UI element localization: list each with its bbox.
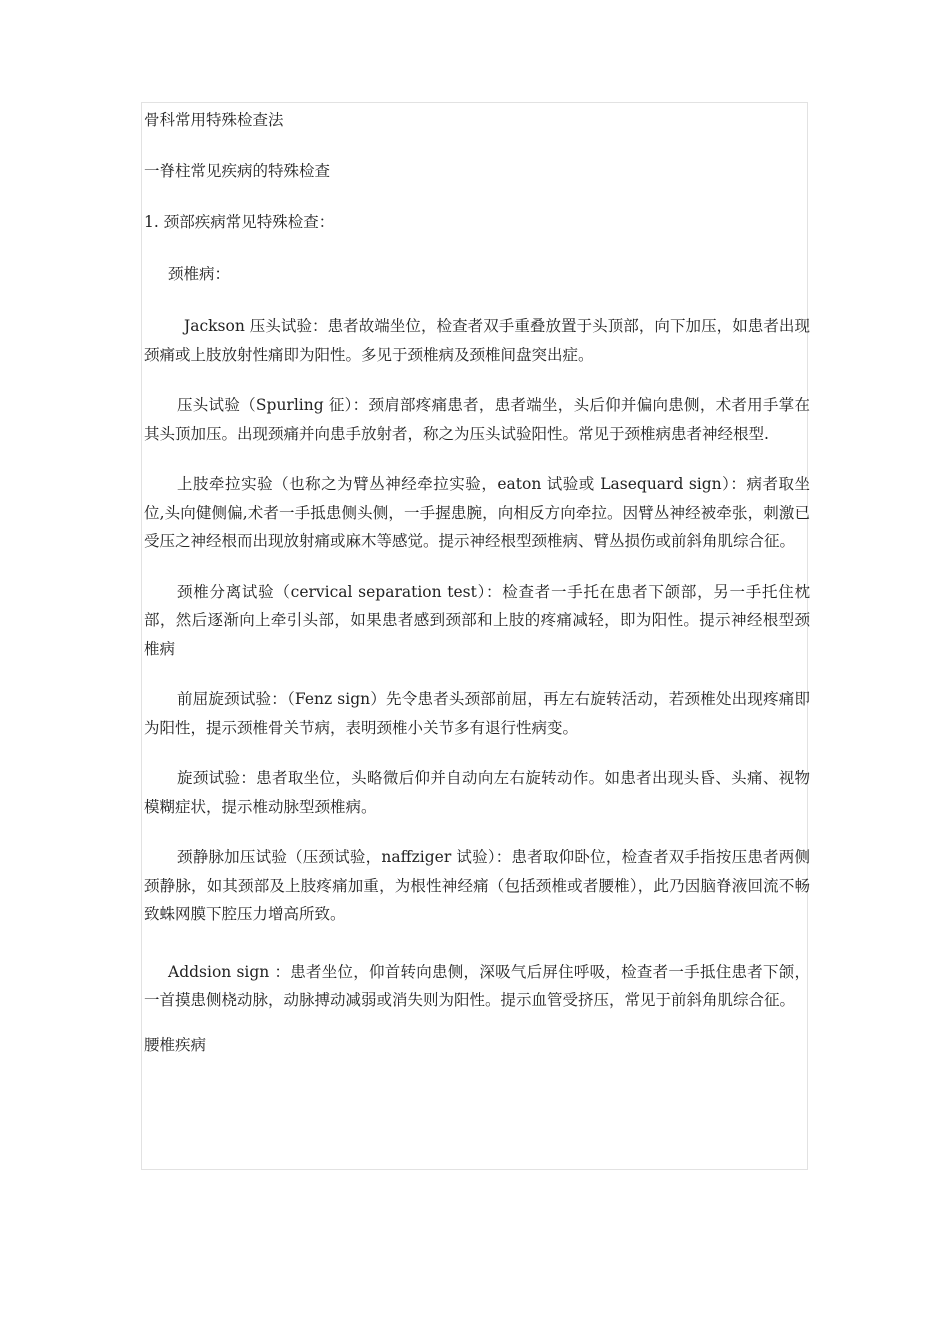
paragraph-naffziger-test: 颈静脉加压试验（压颈试验，naffziger 试验）：患者取仰卧位，检查者双手指按压患者两侧颈静脉，如其颈部及上肢疼痛加重，为根性神经痛（包括颈椎或者腰椎），此乃因脑脊液回流不畅致蛛网膜下腔压力增高所致。 xyxy=(144,848,810,923)
section-heading: 一脊柱常见疾病的特殊检查 xyxy=(144,161,331,180)
paragraph-cervical-separation-test: 颈椎分离试验（cervical separation test）：检查者一手托在患者下颌部，另一手托住枕部，然后逐渐向上牵引头部，如果患者感到颈部和上肢的疼痛减轻，即为阳性。提示神经根型颈椎病 xyxy=(144,582,810,658)
document-title: 骨科常用特殊检查法 xyxy=(144,111,284,129)
document-body xyxy=(144,104,810,1059)
subsection-heading: 1. 颈部疾病常见特殊检查： xyxy=(144,213,335,231)
paragraph-eaton-test: 上肢牵拉实验（也称之为臂丛神经牵拉实验，eaton 试验或 Lasequard sign）：病者取坐位,头向健侧偏,术者一手抵患侧头侧，一手握患腕，向相反方向牵拉。因臂丛神经被牵张，刺激已受压之神经根而出现放射痛或麻木等感觉。提示神经根型颈椎病、臂丛损伤或前斜角肌综合征。 xyxy=(144,475,810,550)
paragraph-fenz-sign: 前屈旋颈试验：（Fenz sign）先令患者头颈部前屈，再左右旋转活动，若颈椎处出现疼痛即为阳性，提示颈椎骨关节病，表明颈椎小关节多有退行性病变。 xyxy=(144,690,810,737)
paragraph-spurling-test: 压头试验（Spurling 征）：颈肩部疼痛患者，患者端坐，头后仰并偏向患侧，术者用手掌在其头顶加压。出现颈痛并向患手放射者，称之为压头试验阳性。常见于颈椎病患者神经根型. xyxy=(144,396,810,443)
paragraph-neck-rotation-test: 旋颈试验：患者取坐位，头略微后仰并自动向左右旋转动作。如患者出现头昏、头痛、视物模糊症状，提示椎动脉型颈椎病。 xyxy=(144,769,810,816)
category-label: 颈椎病： xyxy=(168,264,231,283)
paragraph-addsion-sign: Addsion sign ：患者坐位，仰首转向患侧，深吸气后屏住呼吸，检查者一手抵住患者下颌，一首摸患侧桡动脉，动脉搏动减弱或消失则为阳性。提示血管受挤压，常见于前斜角肌综合征。 xyxy=(144,962,810,1009)
paragraph-jackson-test: Jackson 压头试验：患者故端坐位，检查者双手重叠放置于头顶部，向下加压，如患者出现颈痛或上肢放射性痛即为阳性。多见于颈椎病及颈椎间盘突出症。 xyxy=(144,317,810,364)
next-section-heading: 腰椎疾病 xyxy=(144,1035,207,1054)
